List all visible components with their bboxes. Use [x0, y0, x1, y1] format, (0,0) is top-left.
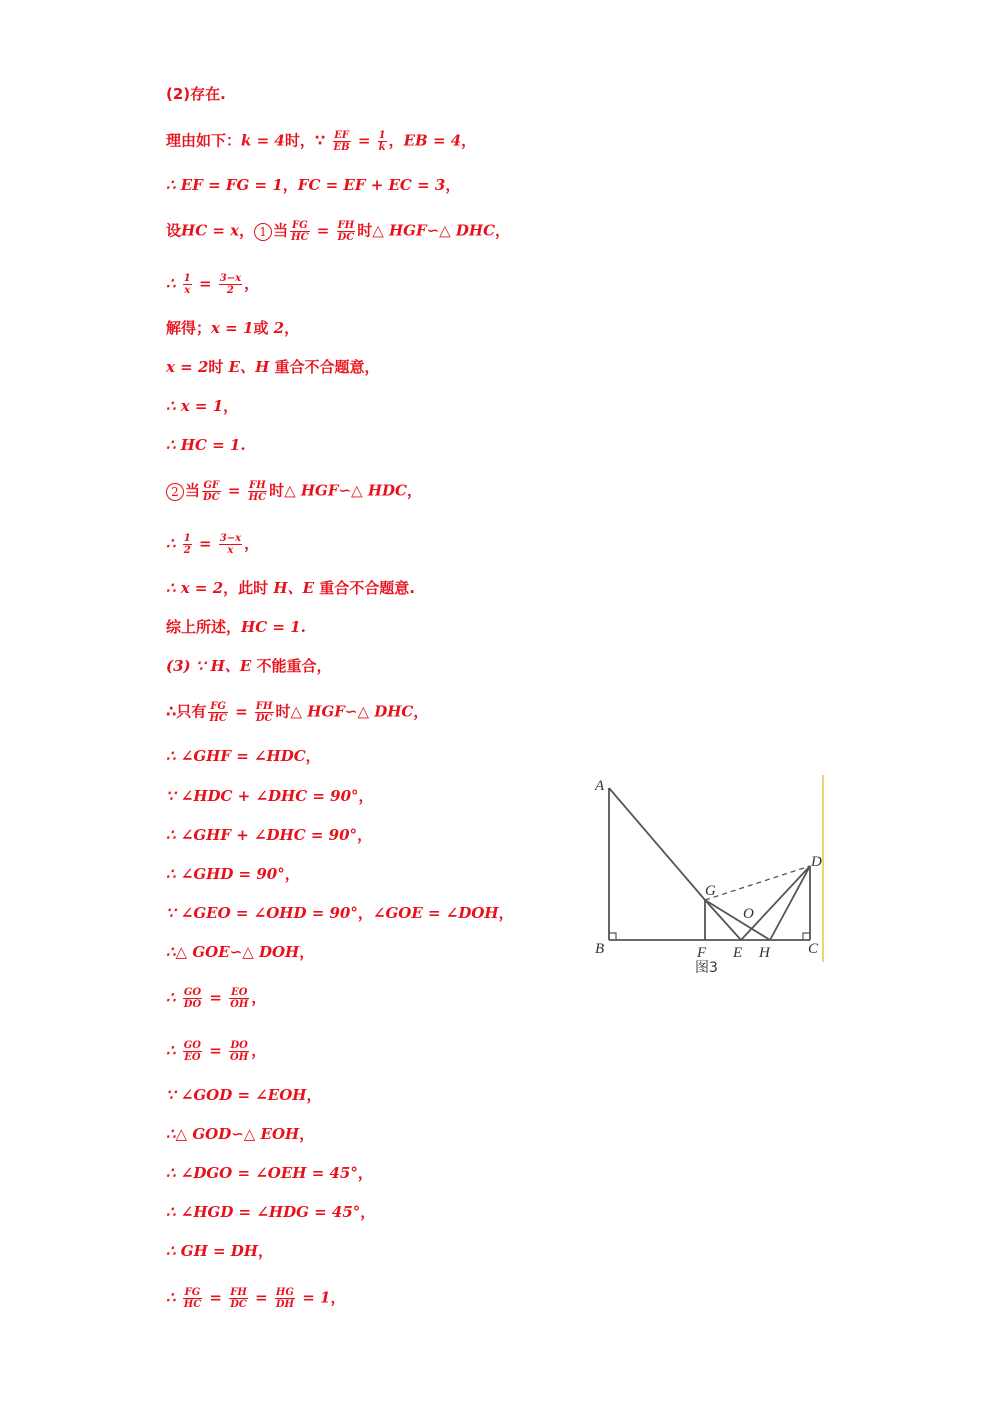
solution-line — [166, 318, 299, 338]
math-segment: 、 — [224, 657, 240, 675]
text-segment: 时，∵ — [284, 131, 331, 150]
math-segment: ∴ — [166, 579, 181, 597]
solution-line — [166, 435, 246, 455]
solution-line — [166, 656, 332, 676]
text-segment: ∴只有 — [166, 702, 207, 721]
math-segment: ∠GHF + ∠DHC = 90° — [180, 826, 358, 844]
math-segment: . — [240, 436, 246, 454]
math-segment: ∴ — [166, 274, 181, 293]
solution-line — [166, 1241, 273, 1261]
solution-line — [166, 942, 314, 962]
label-H: H — [759, 945, 770, 961]
solution-line — [166, 480, 422, 503]
math-segment: H — [255, 358, 270, 376]
text-segment: ， — [282, 176, 298, 194]
math-segment: = — [222, 481, 246, 500]
label-O: O — [743, 906, 754, 922]
text-segment: ， — [305, 747, 321, 765]
text-segment: ， — [358, 787, 374, 805]
text-segment: ， — [413, 702, 429, 721]
solution-line — [166, 1287, 345, 1310]
fraction: $\frac{HG}{DH}$ — [275, 1287, 294, 1310]
text-segment: ， — [360, 1203, 376, 1221]
fraction: $\frac{3-x}{2}$ — [219, 273, 242, 296]
math-segment: ∴ — [166, 1041, 181, 1060]
text-segment: 时 — [208, 358, 229, 376]
solution-line — [166, 357, 380, 377]
math-segment: . — [300, 618, 306, 636]
math-segment: ∴ — [166, 1288, 181, 1307]
math-segment: = — [229, 702, 253, 721]
solution-line — [166, 987, 266, 1010]
math-segment: x = 1 — [180, 397, 224, 415]
text-segment: ， — [461, 131, 477, 150]
fraction: $\frac{FG}{HC}$ — [291, 220, 309, 243]
solution-line — [166, 617, 306, 637]
math-segment: ∴ — [166, 826, 181, 844]
text-segment: 设 — [166, 221, 182, 240]
text-segment: ， — [299, 1125, 315, 1143]
math-segment: ∠DGO = ∠OEH = 45° — [180, 1164, 358, 1182]
math-segment: = — [193, 534, 217, 553]
math-segment: ∵ — [166, 904, 181, 922]
solution-line — [166, 396, 238, 416]
solution-line — [166, 1085, 322, 1105]
math-segment: x = 1 — [211, 319, 254, 337]
math-segment: H — [210, 657, 225, 675]
math-segment: ∴ — [166, 176, 181, 194]
solution-line — [166, 746, 321, 766]
label-E: E — [733, 945, 743, 961]
fraction: $\frac{FG}{HC}$ — [183, 1287, 202, 1310]
fraction: $\frac{3-x}{x}$ — [219, 533, 242, 556]
math-segment: ∴ — [166, 1164, 181, 1182]
text-segment: ， — [406, 481, 422, 500]
label-D: D — [811, 854, 822, 870]
circled-number: 2 — [166, 483, 184, 501]
fraction: $\frac{1}{k}$ — [378, 130, 386, 153]
math-segment: GH = DH — [180, 1242, 258, 1260]
math-segment: = — [296, 1288, 320, 1307]
text-segment: 解得； — [166, 319, 212, 337]
text-segment: ， — [357, 904, 373, 922]
solution-line — [166, 533, 259, 556]
math-segment: HC = x — [181, 221, 240, 240]
math-segment: ∠HGD = ∠HDG = 45° — [180, 1203, 361, 1221]
math-segment: ∴ — [166, 988, 181, 1007]
text-segment: ， — [357, 826, 373, 844]
fraction: $\frac{GO}{DO}$ — [183, 987, 202, 1010]
math-segment: ∴ — [166, 1242, 181, 1260]
math-segment: HGF∽△ DHC — [307, 702, 414, 721]
math-segment: x = 2 — [180, 579, 224, 597]
solution-line — [166, 273, 259, 296]
solution-line — [166, 578, 415, 598]
math-segment: ∠GEO = ∠OHD = 90° — [180, 904, 358, 922]
text-segment: ，此时 — [223, 579, 274, 597]
text-segment: ， — [244, 534, 260, 553]
text-segment: 当 — [273, 221, 289, 240]
math-segment: ∠HDC + ∠DHC = 90° — [180, 787, 359, 805]
math-segment: ∴ — [166, 397, 181, 415]
math-segment: = — [311, 221, 335, 240]
text-segment: ， — [284, 865, 300, 883]
math-segment: ∴ — [166, 1203, 181, 1221]
text-segment: 不能重合， — [251, 657, 332, 675]
math-segment: HC = 1 — [180, 436, 241, 454]
solution-line — [166, 903, 514, 923]
math-segment: ∠GHF = ∠HDC — [180, 747, 306, 765]
text-segment: ， — [239, 221, 255, 240]
solution-line — [166, 825, 372, 845]
text-segment: 当 — [185, 481, 201, 500]
text-segment: ， — [445, 176, 461, 194]
fraction: $\frac{FG}{HC}$ — [209, 701, 227, 724]
label-F: F — [697, 945, 707, 961]
text-segment: 重合不合题意， — [269, 358, 380, 376]
math-segment: = — [193, 274, 217, 293]
math-segment: GOE∽△ DOH — [192, 943, 300, 961]
math-segment: 2 — [273, 319, 285, 337]
math-segment: EB = 4 — [403, 131, 462, 150]
text-segment: ， — [357, 1164, 373, 1182]
solution-line — [166, 84, 226, 104]
text-segment: 理由如下： — [166, 131, 242, 150]
math-segment: 、 — [287, 579, 303, 597]
text-segment: 或 — [253, 319, 274, 337]
math-segment: ∴△ — [166, 1125, 193, 1143]
text-segment: ， — [495, 221, 511, 240]
label-G: G — [705, 883, 716, 899]
text-segment: ， — [251, 988, 267, 1007]
fraction: $\frac{FH}{DC}$ — [255, 701, 273, 724]
math-segment: HGF∽△ HDC — [300, 481, 407, 500]
fraction: $\frac{GF}{DC}$ — [203, 480, 220, 503]
math-segment: ∠GOD = ∠EOH — [180, 1086, 307, 1104]
math-segment: ∠GOE = ∠DOH — [372, 904, 499, 922]
text-segment: (2)存在. — [166, 85, 226, 103]
circled-number: 1 — [254, 223, 272, 241]
text-segment: ， — [223, 397, 239, 415]
text-segment: 时△ — [357, 221, 389, 240]
text-segment: ， — [257, 1242, 273, 1260]
label-A: A — [595, 778, 605, 794]
math-segment: = — [204, 1288, 228, 1307]
math-segment: 、 — [240, 358, 256, 376]
math-segment: ∵ — [166, 787, 181, 805]
text-segment: 时△ — [275, 702, 308, 721]
math-segment: EF = FG = 1 — [180, 176, 283, 194]
fraction: $\frac{DO}{OH}$ — [230, 1040, 249, 1063]
solution-line — [166, 175, 460, 195]
math-segment: E — [239, 657, 252, 675]
text-segment: ， — [244, 274, 260, 293]
fraction: $\frac{1}{2}$ — [183, 533, 191, 556]
fraction: $\frac{GO}{EO}$ — [183, 1040, 202, 1063]
label-B: B — [595, 941, 605, 957]
text-segment: 综上所述， — [166, 618, 242, 636]
fraction: $\frac{FH}{DC}$ — [337, 220, 355, 243]
math-segment: = — [352, 131, 376, 150]
text-segment: ， — [306, 1086, 322, 1104]
math-segment: ∵ — [166, 1086, 181, 1104]
figure-caption: 图3 — [695, 960, 718, 976]
math-segment: ∴△ — [166, 943, 193, 961]
text-segment: ， — [330, 1288, 346, 1307]
math-segment: (3) ∵ — [166, 657, 211, 675]
math-segment: GOD∽△ EOH — [192, 1125, 300, 1143]
math-segment: E — [228, 358, 241, 376]
fraction: $\frac{EF}{EB}$ — [333, 130, 350, 153]
fraction: $\frac{FH}{HC}$ — [248, 480, 267, 503]
math-segment: = — [249, 1288, 273, 1307]
math-segment: ∴ — [166, 747, 181, 765]
math-segment: HGF∽△ DHC — [388, 221, 496, 240]
math-segment: E — [302, 579, 315, 597]
solution-line — [166, 1040, 266, 1063]
geometry-figure-3 — [585, 770, 835, 980]
text-segment: ， — [388, 131, 404, 150]
math-segment: k = 4 — [241, 131, 285, 150]
label-C: C — [808, 941, 819, 957]
solution-line — [166, 130, 476, 153]
math-segment: 1 — [320, 1288, 331, 1307]
solution-line — [166, 786, 374, 806]
math-segment: ∴ — [166, 865, 181, 883]
math-segment: ∴ — [166, 534, 181, 553]
fraction: $\frac{EO}{OH}$ — [230, 987, 249, 1010]
text-segment: ， — [498, 904, 514, 922]
solution-line — [166, 864, 300, 884]
solution-line — [166, 701, 428, 724]
math-segment: FC = EF + EC = 3 — [297, 176, 446, 194]
text-segment: 时△ — [269, 481, 301, 500]
math-segment: HC = 1 — [241, 618, 301, 636]
text-segment: ， — [299, 943, 315, 961]
solution-line — [166, 1202, 375, 1222]
text-segment: ， — [284, 319, 300, 337]
figure-lines — [609, 788, 810, 940]
math-segment: ∴ — [166, 436, 181, 454]
figure-labels — [594, 778, 822, 961]
solution-line — [166, 1163, 373, 1183]
math-segment: x = 2 — [166, 358, 209, 376]
text-segment: ， — [251, 1041, 267, 1060]
solution-line — [166, 220, 510, 243]
math-segment: = — [204, 1041, 228, 1060]
fraction: $\frac{1}{x}$ — [183, 273, 191, 296]
math-segment: = — [204, 988, 228, 1007]
math-segment: H — [273, 579, 288, 597]
text-segment: 重合不合题意. — [314, 579, 415, 597]
solution-line — [166, 1124, 314, 1144]
fraction: $\frac{FH}{DC}$ — [230, 1287, 247, 1310]
math-segment: ∠GHD = 90° — [180, 865, 285, 883]
